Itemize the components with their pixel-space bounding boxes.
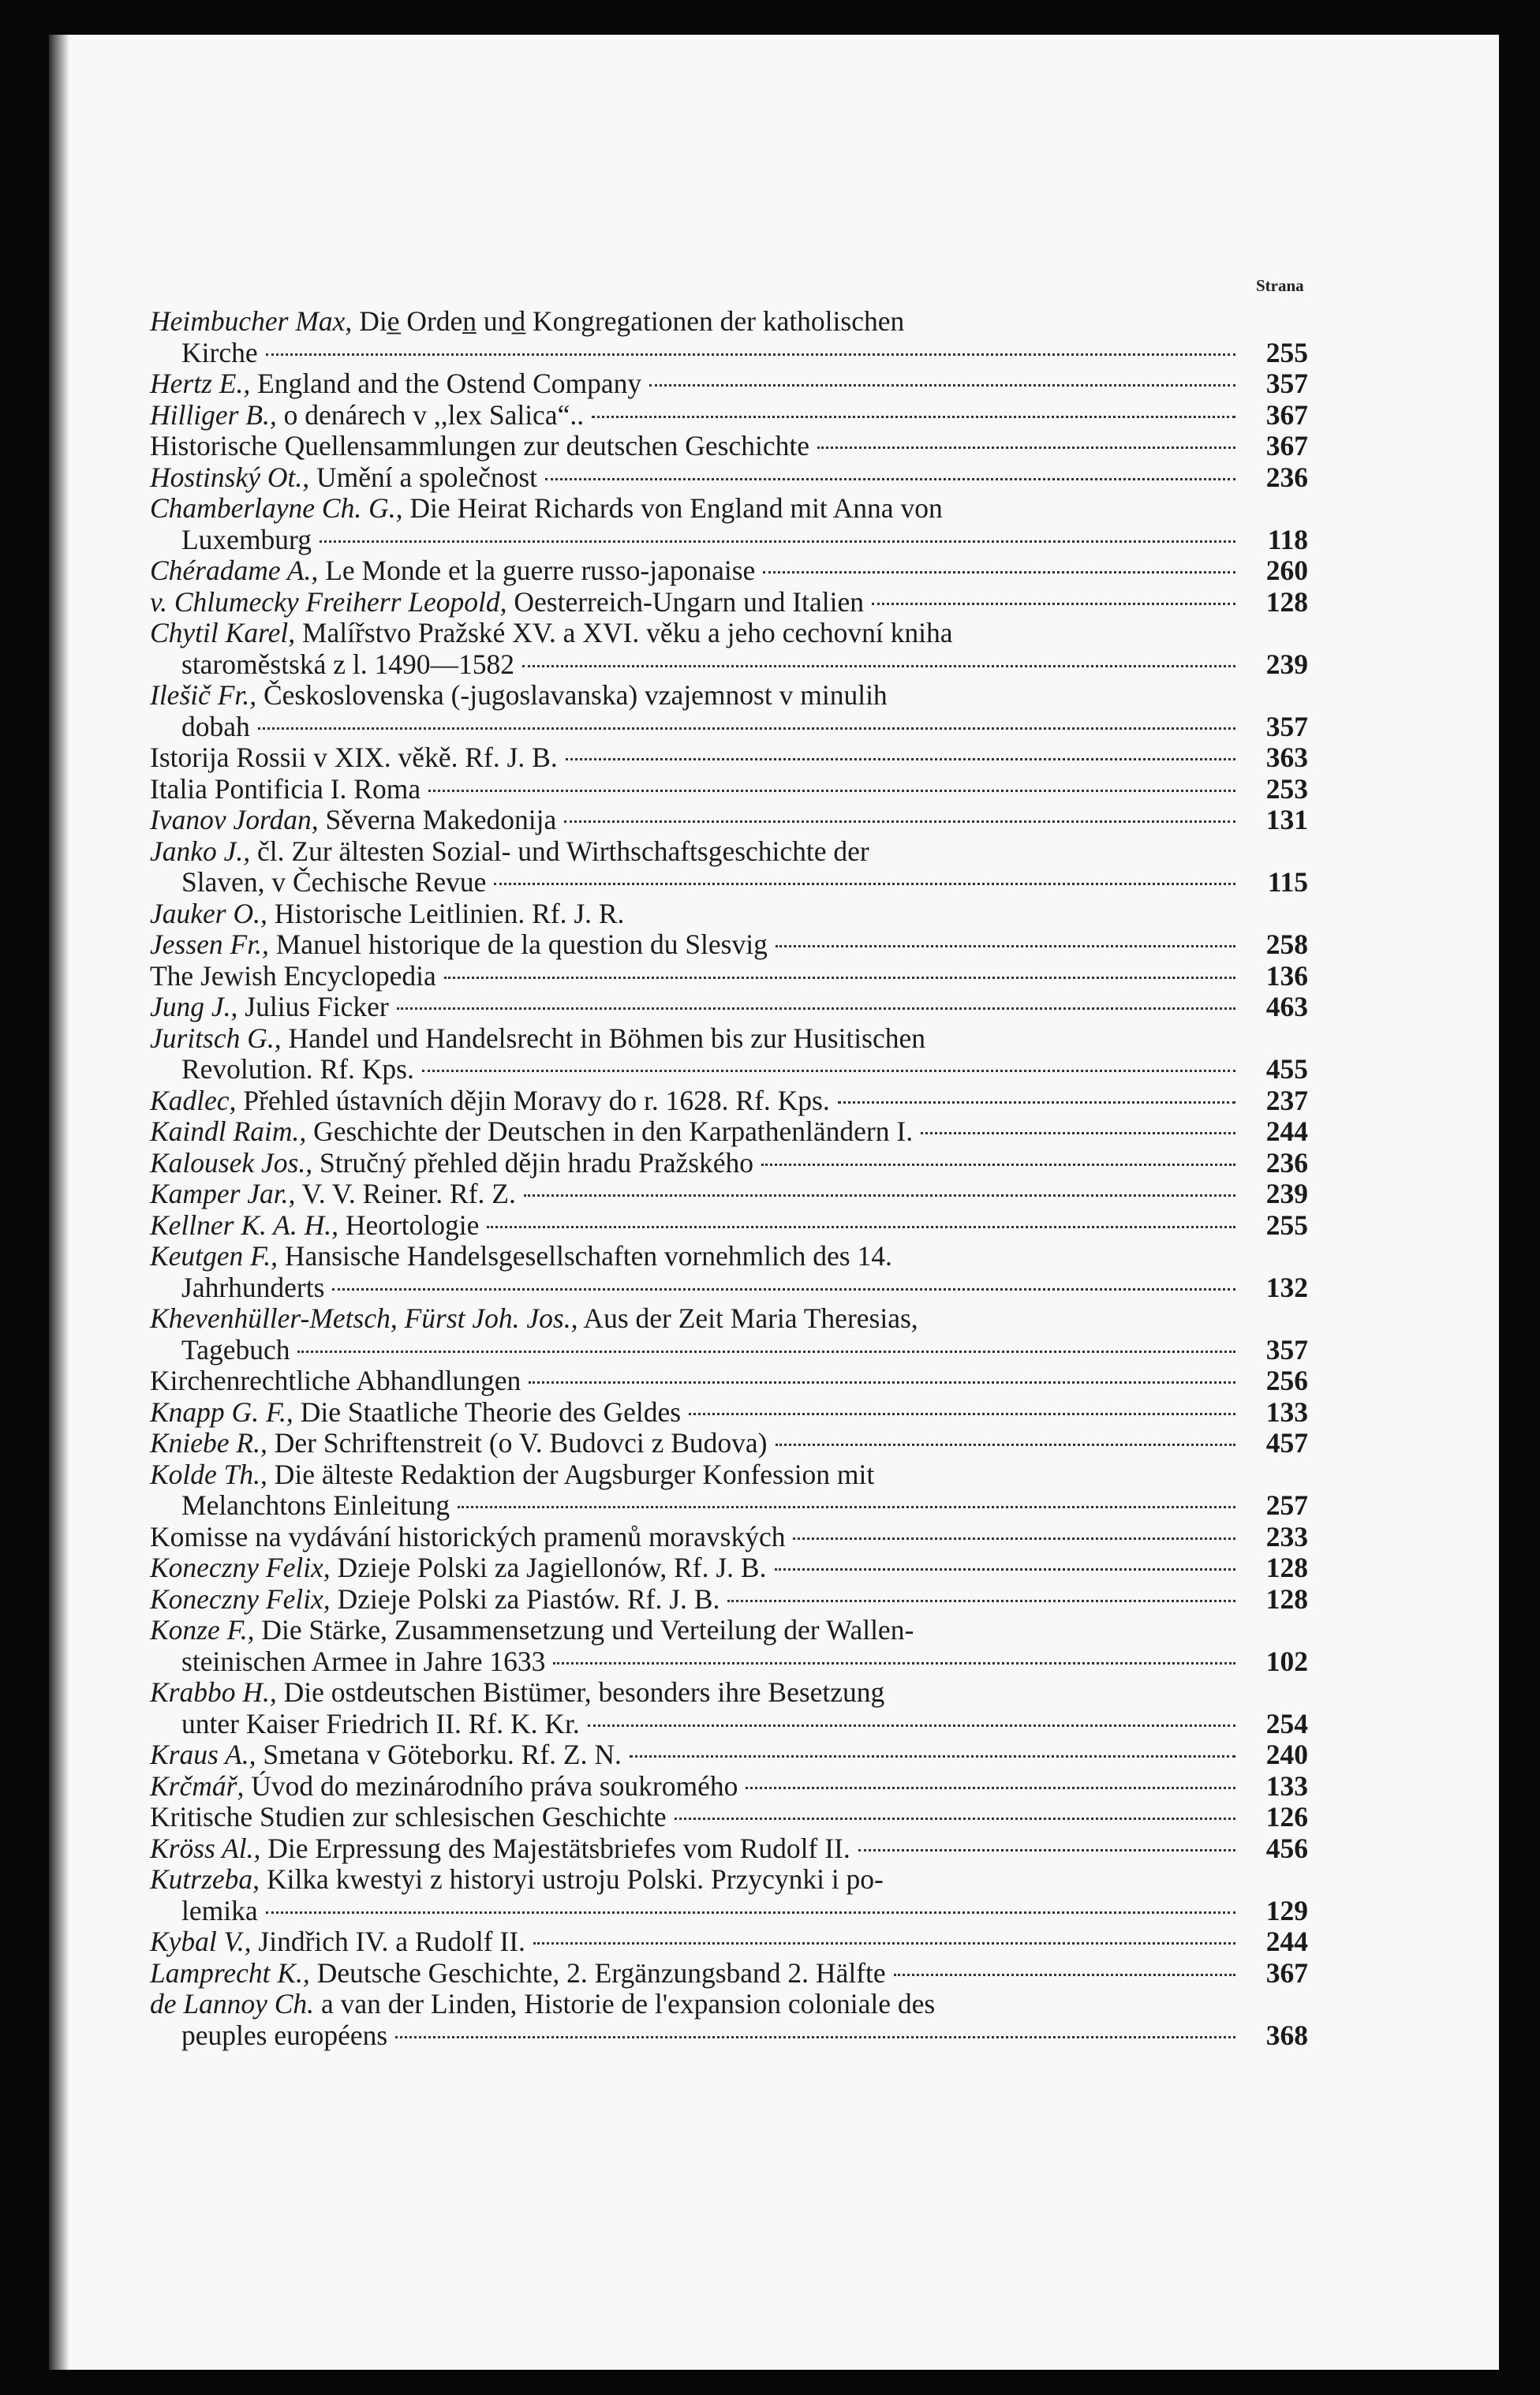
entry-line: [150, 1085, 1308, 1117]
page-number: 131: [1265, 804, 1308, 835]
entry-continuation-line: [150, 338, 1308, 369]
index-entry: [150, 1366, 1308, 1397]
entry-line: [150, 1989, 1308, 2020]
entry-continuation-line: [150, 867, 1308, 899]
entry-author: Hilliger B.,: [150, 398, 277, 431]
dot-leader: [524, 1194, 1235, 1197]
index-entry: [150, 836, 1308, 899]
entry-author: Koneczny Felix,: [150, 1582, 331, 1615]
dot-leader: [320, 540, 1235, 543]
dot-leader: [776, 945, 1235, 947]
page-number: 115: [1267, 866, 1308, 898]
entry-author: Krabbo H.,: [150, 1676, 277, 1708]
entry-author: Kolde Th.,: [150, 1458, 267, 1490]
entry-line: [150, 1116, 1308, 1148]
entry-line: [150, 1459, 1308, 1491]
entry-line: [150, 929, 1308, 961]
page-number: 133: [1265, 1396, 1308, 1428]
dot-leader: [872, 603, 1235, 605]
entry-author: Knapp G. F.,: [150, 1396, 293, 1428]
dot-leader: [564, 820, 1235, 823]
page-number: 260: [1265, 555, 1308, 586]
dot-leader: [776, 1444, 1235, 1446]
entry-title: Die Erpressung des Majestätsbriefes vom Rudolf II.: [260, 1832, 850, 1864]
index-entry: [150, 742, 1308, 774]
index-entry: [150, 961, 1308, 992]
entry-continuation-line: [150, 1646, 1308, 1678]
dot-leader: [266, 1911, 1235, 1914]
entry-title: Handel und Handelsrecht in Böhmen bis zur Husitischen: [281, 1022, 925, 1054]
entry-title: Die Heirat Richards von England mit Anna von: [402, 492, 943, 524]
entry-author: Kaindl Raim.,: [150, 1115, 307, 1147]
entry-title: staroměstská z l. 1490—1582: [181, 648, 514, 680]
entry-continuation-line: [150, 2020, 1308, 2052]
entry-title: Luxemburg: [181, 523, 312, 555]
page-number: 240: [1265, 1739, 1308, 1770]
page-number: 128: [1265, 1552, 1308, 1583]
entry-title: Revolution. Rf. Kps.: [181, 1053, 414, 1085]
entry-author: Jessen Fr.,: [150, 928, 269, 960]
page-number: 457: [1265, 1427, 1308, 1459]
entry-line: [150, 1303, 1308, 1335]
index-entry: [150, 1771, 1308, 1803]
dot-leader: [630, 1755, 1235, 1758]
entry-line: [150, 774, 1308, 805]
entry-author: Kröss Al.,: [150, 1832, 261, 1864]
dot-leader: [649, 384, 1235, 387]
entry-title: Jindřich IV. a Rudolf II.: [251, 1926, 525, 1957]
entry-author: de Lannoy Ch.: [150, 1988, 315, 2019]
entry-line: [150, 618, 1308, 649]
entry-line: [150, 431, 1308, 462]
entry-title: Oesterreich-Ungarn und Italien: [506, 585, 864, 618]
dot-leader: [297, 1351, 1235, 1353]
page-number: 133: [1265, 1769, 1308, 1802]
entry-title: čl. Zur ältesten Sozial- und Wirthschaftsgeschichte der: [250, 835, 869, 867]
index-entry: [150, 1241, 1308, 1303]
entry-continuation-line: [150, 1709, 1308, 1740]
entry-title: lemika: [181, 1894, 258, 1926]
page-number: 257: [1265, 1489, 1308, 1521]
entry-line: [150, 1148, 1308, 1179]
index-entry: [150, 306, 1308, 368]
entry-continuation-line: [150, 649, 1308, 681]
entry-line: [150, 493, 1308, 525]
index-entry: [150, 368, 1308, 400]
index-entry: [150, 587, 1308, 618]
dot-leader: [592, 416, 1235, 418]
entry-title: Aus der Zeit Maria Theresias,: [578, 1302, 918, 1334]
entry-title: Umění a společnost: [309, 461, 538, 493]
dot-leader: [266, 353, 1235, 356]
entry-title: Slaven, v Čechische Revue: [181, 866, 487, 898]
page-number: 367: [1265, 430, 1308, 461]
index-entry: [150, 899, 1308, 930]
dot-leader: [258, 727, 1235, 730]
entry-line: [150, 680, 1308, 712]
index-entry: [150, 1739, 1308, 1771]
entry-author: Kybal V.,: [150, 1926, 252, 1957]
index-entry: [150, 680, 1308, 742]
page-number: 368: [1265, 2019, 1308, 2051]
index-entry: [150, 774, 1308, 805]
entry-title: Die Stärke, Zusammensetzung und Verteilung der Wallen-: [254, 1614, 914, 1646]
entry-title: V. V. Reiner. Rf. Z.: [295, 1178, 516, 1209]
index-entry: [150, 431, 1308, 462]
dot-leader: [858, 1849, 1235, 1851]
index-entry: [150, 1802, 1308, 1833]
entry-author: Chamberlayne Ch. G.,: [150, 492, 403, 524]
entry-author: Konze F.,: [150, 1614, 255, 1646]
index-entry: [150, 1989, 1308, 2051]
page-number: 255: [1265, 1209, 1308, 1241]
dot-leader: [817, 446, 1235, 449]
entry-line: [150, 1023, 1308, 1055]
entry-line: [150, 1864, 1308, 1896]
entry-author: Lamprecht K.,: [150, 1956, 310, 1989]
page-number: 455: [1265, 1053, 1308, 1085]
dot-leader: [761, 1164, 1235, 1166]
dot-leader: [775, 1568, 1236, 1571]
entry-line: [150, 1771, 1308, 1803]
entry-author: Hertz E.,: [150, 368, 251, 399]
index-entry: [150, 1397, 1308, 1429]
entry-line: [150, 1210, 1308, 1242]
entry-author: Janko J.,: [150, 835, 251, 867]
dot-leader: [793, 1538, 1235, 1540]
entry-title: Julius Ficker: [237, 991, 389, 1022]
dot-leader: [395, 2036, 1235, 2038]
entry-author: Krčmář,: [150, 1769, 245, 1802]
entry-title: Úvod do mezinárodního práva soukromého: [244, 1769, 738, 1802]
entry-author: Hostinský Ot.,: [150, 461, 310, 493]
entry-title: peuples européens: [181, 2019, 388, 2051]
entry-line: [150, 1179, 1308, 1210]
entry-line: [150, 1397, 1308, 1429]
entry-line: [150, 555, 1308, 587]
dot-leader: [763, 571, 1235, 574]
page-number: 357: [1265, 710, 1308, 742]
entry-author: Jauker O.,: [150, 897, 267, 929]
entry-title: Manuel historique de la question du Slesvig: [268, 928, 768, 960]
index-entry: [150, 1210, 1308, 1242]
entry-title: Deutsche Geschichte, 2. Ergänzungsband 2. Hälfte: [309, 1956, 886, 1989]
index-entry: [150, 1428, 1308, 1459]
page-number: 128: [1265, 1582, 1308, 1615]
page-number: 136: [1265, 959, 1308, 992]
entry-line: [150, 1552, 1308, 1584]
page-number: 118: [1267, 523, 1308, 555]
dot-leader: [428, 790, 1235, 792]
page-number: 129: [1265, 1894, 1308, 1926]
index-entry: [150, 1148, 1308, 1179]
entry-title: Hansische Handelsgesellschaften vornehmlich des 14.: [278, 1240, 892, 1272]
entry-author: Kellner K. A. H.,: [150, 1209, 338, 1241]
index-entry: [150, 805, 1308, 836]
index-entry: [150, 1958, 1308, 1990]
dot-leader: [458, 1506, 1235, 1508]
entry-line: [150, 1584, 1308, 1616]
entry-line: [150, 992, 1308, 1023]
dot-leader: [545, 478, 1235, 480]
index-entry: [150, 1677, 1308, 1739]
entry-title: Historische Quellensammlungen zur deutschen Geschichte: [150, 430, 809, 461]
entry-title: Kritische Studien zur schlesischen Geschichte: [150, 1801, 667, 1833]
entry-author: Koneczny Felix,: [150, 1552, 331, 1583]
entry-continuation-line: [150, 525, 1308, 556]
page-number: 236: [1265, 461, 1308, 493]
index-entry: [150, 1179, 1308, 1210]
page-number: 233: [1265, 1520, 1308, 1552]
entry-line: [150, 1833, 1308, 1865]
entry-title: Die ostdeutschen Bistümer, besonders ihre Besetzung: [276, 1676, 885, 1708]
dot-leader: [921, 1132, 1235, 1134]
entry-title: Malířstvo Pražské XV. a XVI. věku a jeho cechovní kniha: [295, 617, 953, 648]
page-number: 256: [1265, 1365, 1308, 1396]
entry-title: Stručný přehled dějin hradu Pražského: [312, 1146, 754, 1179]
entry-line: [150, 306, 1308, 338]
entry-title: Kirchenrechtliche Abhandlungen: [150, 1365, 521, 1396]
index-entry: [150, 462, 1308, 494]
entry-line: [150, 1428, 1308, 1459]
index-entry: [150, 992, 1308, 1023]
index-entry: [150, 1615, 1308, 1677]
index-entry: [150, 493, 1308, 555]
entry-title: The Jewish Encyclopedia: [150, 959, 436, 992]
entry-line: [150, 1958, 1308, 1990]
entry-author: Chytil Karel,: [150, 617, 296, 648]
entry-author: Ilešič Fr.,: [150, 679, 257, 711]
entry-title: Sěverna Makedonija: [318, 804, 557, 835]
entry-title: Dzieje Polski za Jagiellonów, Rf. J. B.: [330, 1552, 767, 1583]
entry-author: Jung J.,: [150, 991, 238, 1022]
dot-leader: [422, 1070, 1235, 1072]
entry-author: Kutrzeba,: [150, 1863, 260, 1895]
page-number: 463: [1265, 991, 1308, 1022]
dot-leader: [494, 883, 1235, 885]
entry-title: Jahrhunderts: [181, 1271, 325, 1303]
index-entry: [150, 1584, 1308, 1616]
entry-author: Chéradame A.,: [150, 555, 319, 586]
entry-line: [150, 1522, 1308, 1553]
index-entry: [150, 1023, 1308, 1085]
entry-line: [150, 742, 1308, 774]
dot-leader: [689, 1413, 1235, 1415]
entry-title: o denárech v ,,lex Salica“..: [276, 398, 585, 431]
dot-leader: [588, 1724, 1235, 1727]
dot-leader: [838, 1101, 1235, 1104]
page-number: 239: [1265, 648, 1308, 680]
entry-title: Der Schriftenstreit (o V. Budovci z Budova): [267, 1427, 768, 1459]
entry-title: Italia Pontificia I. Roma: [150, 772, 421, 805]
entry-title: Die̲ Orden̲ und̲ Kongregationen der katholischen: [352, 305, 905, 337]
index-entry: [150, 555, 1308, 587]
index-entry: [150, 929, 1308, 961]
page-number: 357: [1265, 1333, 1308, 1366]
entry-title: Istorija Rossii v XIX. věkě. Rf. J. B.: [150, 742, 558, 773]
entry-line: [150, 1677, 1308, 1709]
index-entry: [150, 400, 1308, 432]
entry-title: dobah: [181, 710, 250, 742]
index-entry: [150, 618, 1308, 680]
entry-line: [150, 1366, 1308, 1397]
dot-leader: [675, 1818, 1235, 1820]
page-column-header: Strana: [1256, 276, 1304, 295]
page-number: 258: [1265, 928, 1308, 960]
entry-author: Kniebe R.,: [150, 1427, 267, 1459]
entry-line: [150, 899, 1308, 930]
entry-title: Geschichte der Deutschen in den Karpathenländern I.: [306, 1115, 914, 1147]
entry-author: Heimbucher Max,: [150, 305, 353, 337]
index-entry: [150, 1926, 1308, 1958]
index-entry: [150, 1833, 1308, 1865]
entry-line: [150, 961, 1308, 992]
page-number: 363: [1265, 742, 1308, 773]
entry-continuation-line: [150, 712, 1308, 743]
entry-continuation-line: [150, 1054, 1308, 1085]
dot-leader: [397, 1007, 1235, 1010]
page-number: 239: [1265, 1178, 1308, 1209]
entry-author: Juritsch G.,: [150, 1022, 282, 1054]
index-entry: [150, 1085, 1308, 1117]
index-entry: [150, 1864, 1308, 1926]
entry-line: [150, 400, 1308, 432]
entry-title: Die älteste Redaktion der Augsburger Konfession mit: [267, 1458, 875, 1490]
entry-line: [150, 587, 1308, 618]
entry-author: Kalousek Jos.,: [150, 1146, 313, 1179]
dot-leader: [332, 1288, 1235, 1291]
dot-leader: [487, 1226, 1235, 1228]
index-list: [150, 306, 1308, 2051]
index-entry: [150, 1459, 1308, 1522]
entry-line: [150, 805, 1308, 836]
index-entry: [150, 1303, 1308, 1366]
entry-author: Keutgen F.,: [150, 1240, 278, 1272]
entry-title: steinischen Armee in Jahre 1633: [181, 1645, 546, 1677]
entry-line: [150, 1241, 1308, 1272]
entry-author: Kadlec,: [150, 1084, 237, 1116]
dot-leader: [727, 1600, 1235, 1602]
entry-line: [150, 462, 1308, 494]
binding-shadow: [49, 35, 69, 2370]
index-entry: [150, 1522, 1308, 1553]
entry-continuation-line: [150, 1896, 1308, 1927]
entry-title: Dzieje Polski za Piastów. Rf. J. B.: [330, 1582, 720, 1615]
index-entry: [150, 1552, 1308, 1584]
entry-line: [150, 368, 1308, 400]
page-number: 367: [1265, 1956, 1308, 1989]
entry-continuation-line: [150, 1272, 1308, 1304]
entry-line: [150, 1615, 1308, 1646]
entry-title: Přehled ústavních dějin Moravy do r. 1628. Rf. Kps.: [236, 1084, 830, 1116]
entry-title: Die Staatliche Theorie des Geldes: [293, 1396, 682, 1428]
page-number: 367: [1265, 398, 1308, 431]
page-number: 254: [1265, 1707, 1308, 1739]
dot-leader: [746, 1787, 1235, 1789]
entry-line: [150, 1926, 1308, 1958]
dot-leader: [522, 665, 1235, 667]
page-number: 357: [1265, 368, 1308, 399]
entry-title: Tagebuch: [181, 1333, 290, 1366]
page-number: 244: [1265, 1115, 1308, 1147]
entry-line: [150, 836, 1308, 868]
page-number: 255: [1265, 336, 1308, 368]
entry-title: Kirche: [181, 336, 258, 368]
page-number: 236: [1265, 1146, 1308, 1179]
page-number: 244: [1265, 1926, 1308, 1957]
page-number: 102: [1265, 1645, 1308, 1677]
dot-leader: [894, 1974, 1235, 1976]
entry-title: Kilka kwestyi z historyi ustroju Polski. Przycynki i po-: [260, 1863, 884, 1895]
entry-title: Historische Leitlinien. Rf. J. R.: [267, 897, 625, 929]
page-number: 456: [1265, 1832, 1308, 1864]
entry-continuation-line: [150, 1490, 1308, 1522]
entry-title: Le Monde et la guerre russo-japonaise: [318, 555, 756, 586]
entry-author: v. Chlumecky Freiherr Leopold,: [150, 585, 507, 618]
dot-leader: [529, 1381, 1235, 1384]
entry-author: Ivanov Jordan,: [150, 804, 319, 835]
entry-author: Kamper Jar.,: [150, 1178, 296, 1209]
entry-title: Smetana v Göteborku. Rf. Z. N.: [256, 1739, 622, 1770]
dot-leader: [533, 1942, 1235, 1945]
dot-leader: [566, 758, 1235, 760]
page-number: 126: [1265, 1801, 1308, 1833]
entry-title: Komisse na vydávání historických pramenů moravských: [150, 1520, 786, 1552]
entry-title: Melanchtons Einleitung: [181, 1489, 450, 1521]
dot-leader: [553, 1662, 1235, 1665]
entry-continuation-line: [150, 1335, 1308, 1366]
entry-title: unter Kaiser Friedrich II. Rf. K. Kr.: [181, 1707, 580, 1739]
dot-leader: [444, 977, 1235, 979]
page-number: 132: [1265, 1271, 1308, 1303]
entry-title: a van der Linden, Historie de l'expansion coloniale des: [314, 1988, 936, 2019]
page-number: 237: [1265, 1084, 1308, 1116]
page-number: 253: [1265, 772, 1308, 805]
page-number: 128: [1265, 585, 1308, 618]
entry-title: England and the Ostend Company: [250, 368, 642, 399]
entry-title: Československa (-jugoslavanska) vzajemnost v minulih: [256, 679, 888, 711]
entry-title: Heortologie: [338, 1209, 480, 1241]
entry-author: Kraus A.,: [150, 1739, 256, 1770]
entry-line: [150, 1802, 1308, 1833]
entry-author: Khevenhüller-Metsch, Fürst Joh. Jos.,: [150, 1302, 578, 1334]
index-entry: [150, 1116, 1308, 1148]
entry-line: [150, 1739, 1308, 1771]
